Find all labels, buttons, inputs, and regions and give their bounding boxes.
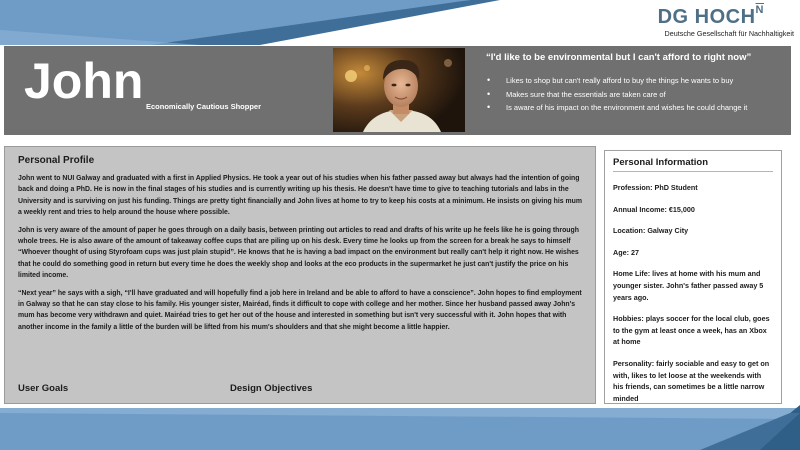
profile-paragraph: John went to NUI Galway and graduated with a first in Applied Physics. He took a year out of his studies when his father passed away but always had the intention of going back and doing a PhD. He is now in the final stages of his studies and is currently writing up his thesis. He doesn't have time to give to teaching tutorials and labs in the University and is surviving on just his funding. Things are pretty tight financially and John lives at home to try to keep his costs at a minimum. He insists on giving his mum a weekly rent and tries to help around the house where possible. (18, 175, 582, 217)
persona-header (4, 46, 791, 135)
info-title: Personal Information (613, 157, 773, 172)
persona-name: John (24, 53, 144, 109)
logo-wordmark: DG $HOCH^{\overline{N}}$ (657, 4, 764, 28)
persona-photo (333, 48, 465, 132)
bullet-item: • Is aware of his impact on the environment and wishes he could change it (486, 101, 786, 115)
bullet-item: • Likes to shop but can't really afford to buy the things he wants to buy (486, 74, 786, 88)
user-goals-heading: User Goals (18, 383, 69, 394)
profile-paragraph: John is very aware of the amount of paper he goes through on a daily basis, between printing out articles to read and drafts of his write up he feels like he is going through whole trees. He is also aware of the amount of takeaway coffee cups that are piling up on his desk. Every time he looks up from the screen for a break he says to himself “Whoever thought of using Styrofoam cups was just plain stupid”. He knows that he is having a bad impact on the environment but really can't help it right now. He wishes that he could do something good in return but every time he does the weekly shop and looks at the eco products in the supermarket he just can't justify the price on his limited income. (18, 226, 579, 280)
persona-subtitle: Economically Cautious Shopper (146, 102, 262, 111)
info-income: Annual Income: €15,000 (613, 204, 695, 214)
portrait-image (333, 48, 465, 132)
info-profession: Profession: PhD Student (613, 183, 698, 192)
bottom-band-graphic (0, 405, 800, 450)
persona-quote: “I'd like to be environmental but I can't afford to right now” (486, 52, 752, 63)
info-personality: Personality: fairly sociable and easy to get on with, likes to let loose at the weekends with his friends, can sometimes be a little narrow minded (613, 358, 770, 403)
bullet-item: • Makes sure that the essentials are taken care of (486, 88, 786, 102)
info-home-life: Home Life: lives at home with his mum and younger sister. John's father passed away 5 years ago. (613, 269, 764, 302)
brand-logo (634, 6, 794, 38)
bottom-decorative-band (0, 405, 800, 450)
persona-bullets (486, 74, 786, 115)
info-location: Location: Galway City (613, 226, 689, 236)
personal-information-panel (604, 150, 782, 404)
info-age: Age: 27 (613, 247, 639, 257)
personal-profile-panel (4, 146, 596, 404)
profile-title: Personal Profile (18, 155, 95, 166)
logo-subtitle: Deutsche Gesellschaft für Nachhaltigkeit (664, 29, 794, 38)
design-objectives-heading: Design Objectives (230, 383, 313, 394)
info-hobbies: Hobbies: plays soccer for the local club, goes to the gym at least once a week, has an Xbox at home (613, 314, 770, 347)
profile-paragraph: “Next year” he says with a sigh, “I'll have graduated and will hopefully find a job here in Ireland and be able to afford to have a conscience”. John hopes to find employment in Galway so that he can stay close to his family. His younger sister, Mairéad, finds it difficult to cope with college and her mother. Since her husband passed away John's mum has become very withdrawn and quiet. Mairéad tries to get her out of the house and interested in something but isn't very successful with it. John hopes that with another income in the family a little of the burden will be lifted from his mum's shoulders and that she might become a little happier. (18, 289, 582, 331)
